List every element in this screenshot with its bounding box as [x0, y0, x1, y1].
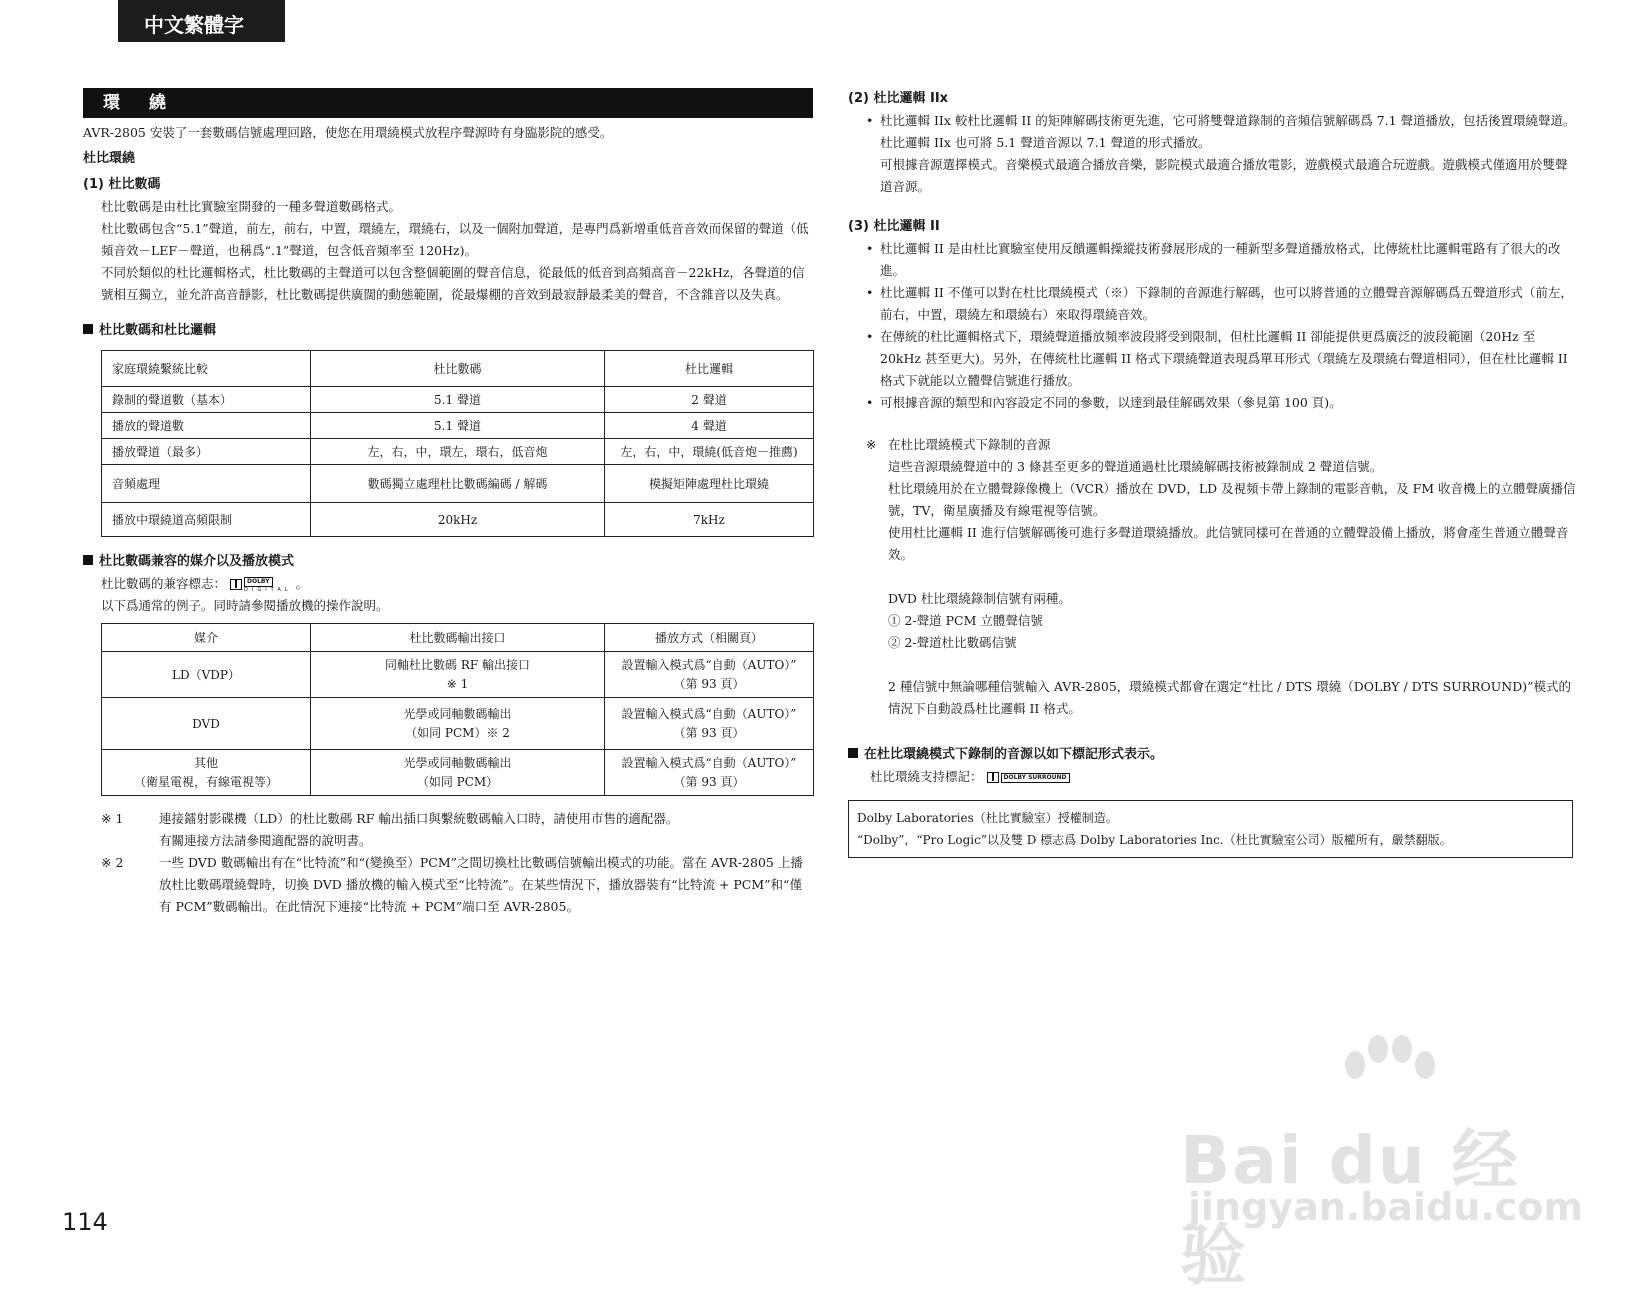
footnote-text: 連接鐳射影碟機（LD）的杜比數碼 RF 輸出插口與繫統數碼輸入口時，請使用市售的適配器。 有關連接方法請參閱適配器的說明書。: [159, 811, 679, 848]
left-column: [83, 88, 813, 918]
license-line: “Dolby”，“Pro Logic”以及雙 D 標志爲 Dolby Laboratories Inc.（杜比實驗室公司）版權所有，嚴禁翻版。: [857, 833, 1452, 847]
table-cell: 同軸杜比數碼 RF 輸出接口 ※ 1: [311, 652, 605, 698]
table-row: [102, 413, 814, 439]
double-d-icon: [230, 579, 242, 590]
media-heading: 杜比數碼兼容的媒介以及播放模式: [83, 551, 813, 573]
dolby-digital-logo: [230, 575, 292, 594]
footnote-mark: ※ 1: [101, 811, 124, 826]
dd-para: 杜比數碼包含“5.1”聲道，前左，前右，中置，環繞左，環繞右，以及一個附加聲道，是專門爲新增重低音音效而保留的聲道（低頻音效－LEF－聲道，也稱爲“.1”聲道，包含低音頻率至 120Hz)。: [101, 221, 809, 258]
table-cell: 4 聲道: [605, 413, 814, 439]
table-cell: 播放方式（相關頁）: [605, 624, 814, 652]
logo-line: [83, 573, 813, 595]
media-table: [101, 623, 814, 796]
table-cell: 模擬矩陣處理杜比環繞: [605, 465, 814, 503]
dolby-surround-title: 杜比環繞: [83, 151, 136, 166]
table-cell: 錄制的聲道數（基本）: [102, 387, 311, 413]
dd-para: 杜比數碼是由杜比實驗室開發的一種多聲道數碼格式。: [101, 199, 402, 214]
note-body: [848, 456, 1578, 720]
table-cell: 光學或同軸數碼輸出 （如同 PCM）※ 2: [311, 698, 605, 750]
double-d-icon: [987, 772, 999, 783]
intro-text: AVR-2805 安裝了一套數碼信號處理回路，使您在用環繞模式放程序聲源時有身臨影院的感受。: [83, 125, 613, 140]
table-cell: 左，右，中，環繞(低音炮－推薦): [605, 439, 814, 465]
page-number: 114: [62, 1208, 108, 1236]
table-row: [102, 698, 814, 750]
mark-label: 杜比環繞支持標記：: [870, 769, 983, 784]
table-cell: 播放的聲道數: [102, 413, 311, 439]
table-cell: 5.1 聲道: [311, 387, 605, 413]
plii-heading: (3) 杜比邏輯 II: [848, 219, 940, 234]
right-column: [848, 88, 1578, 858]
table-cell: 播放聲道（最多）: [102, 439, 311, 465]
footnote-mark: ※ 2: [101, 855, 124, 870]
table-row: [102, 439, 814, 465]
footnote: [83, 808, 813, 852]
table-cell: 光學或同軸數碼輸出 （如同 PCM）: [311, 750, 605, 796]
footnote-text: 一些 DVD 數碼輸出有在“比特流”和“(變換至）PCM”之間切換杜比數碼信號輸出模式的功能。當在 AVR-2805 上播放杜比數碼環繞聲時，切換 DVD 播放機的輸入模式至“比特流”。在某些情況下，播放器裝有“比特流 + PCM”和“僅有 PCM”數碼輸出。在此情況下連接“比特流 + PCM”端口至 AVR-2805。: [159, 855, 803, 914]
license-line: Dolby Laboratories（杜比實驗室）授權制造。: [857, 811, 1118, 825]
dvd-signal-item: ② 2-聲道杜比數碼信號: [888, 635, 1017, 650]
note-title-line: [848, 434, 1578, 456]
table-cell: DVD: [102, 698, 311, 750]
list-item: • 杜比邏輯 II 是由杜比實驗室使用反饋邏輯操縱技術發展形成的一種新型多聲道播放格式，比傳統杜比邏輯電路有了很大的改進。: [848, 238, 1578, 282]
list-item: • 杜比邏輯 II 不僅可以對在杜比環繞模式（※）下錄制的音源進行解碼，也可以將普通的立體聲音源解碼爲五聲道形式（前左，前右，中置，環繞左和環繞右）來取得環繞音效。: [848, 282, 1578, 326]
mark-line: [848, 766, 1578, 788]
table-cell: 設置輸入模式爲“自動（AUTO）” （第 93 頁）: [605, 652, 814, 698]
note-para: 這些音源環繞聲道中的 3 條甚至更多的聲道通過杜比環繞解碼技術被錄制成 2 聲道信號。: [888, 459, 1383, 474]
examples-line: 以下爲通常的例子。同時請參閱播放機的操作說明。: [101, 598, 389, 613]
table-row: [102, 465, 814, 503]
table-row: [102, 652, 814, 698]
plii-list: [848, 238, 1578, 414]
footnotes: [83, 808, 813, 918]
list-item: • 在傳統的杜比邏輯格式下，環繞聲道播放頻率波段將受到限制，但杜比邏輯 II 卻能提供更爲廣泛的波段範圍（20Hz 至 20kHz 甚至更大)。另外，在傳統杜比邏輯 II 格式下環繞聲道表現爲單耳形式（環繞左及環繞右聲道相同），但在杜比邏輯 II 格式下就能以立體聲信號進行播放。: [848, 326, 1578, 392]
table-cell: 左，右，中，環左，環右，低音炮: [311, 439, 605, 465]
table-cell: 5.1 聲道: [311, 413, 605, 439]
footnote: [83, 852, 813, 918]
table-cell: 20kHz: [311, 503, 605, 537]
list-item: • 杜比邏輯 IIx 較杜比邏輯 II 的矩陣解碼技術更先進，它可將雙聲道錄制的音頻信號解碼爲 7.1 聲道播放，包括後置環繞聲道。杜比邏輯 IIx 也可將 5.1 聲道音源以 7.1 聲道的形式播放。 可根據音源選擇模式。音樂模式最適合播放音樂，影院模式最適合播放電影，遊戲模式最適合玩遊戲。遊戲模式僅適用於雙聲道音源。: [848, 110, 1578, 198]
table-row: [102, 387, 814, 413]
table-cell: 家庭環繞繫統比較: [102, 351, 311, 387]
table-row: [102, 750, 814, 796]
dolby-surround-logo: [987, 772, 1070, 783]
dolby-logo-text: DOLBY: [244, 577, 273, 587]
note-title: 在杜比環繞模式下錄制的音源: [888, 437, 1051, 452]
compare-table: [101, 350, 814, 537]
watermark-url: jingyan.baidu.com: [1188, 1185, 1583, 1229]
plix-list: [848, 110, 1578, 198]
table-cell: LD（VDP）: [102, 652, 311, 698]
table-cell: 播放中環繞道高頻限制: [102, 503, 311, 537]
language-tab: 中文繁體字: [118, 0, 285, 42]
note-para: 使用杜比邏輯 II 進行信號解碼後可進行多聲道環繞播放。此信號同樣可在普通的立體聲設備上播放，將會產生普通立體聲音效。: [888, 525, 1569, 562]
table-cell: 2 聲道: [605, 387, 814, 413]
table-cell: 杜比邏輯: [605, 351, 814, 387]
dd-para: 不同於類似的杜比邏輯格式，杜比數碼的主聲道可以包含整個範圍的聲音信息，從最低的低音到高頻高音－22kHz，各聲道的信號相互獨立，並允許高音靜影，杜比數碼提供廣闊的動態範圍，從最爆棚的音效到最寂靜最柔美的聲音，不含雜音以及失真。: [101, 265, 805, 302]
table-cell: 設置輸入模式爲“自動（AUTO）” （第 93 頁）: [605, 698, 814, 750]
dolby-digital-heading: (1) 杜比數碼: [83, 177, 161, 192]
table-header-row: [102, 351, 814, 387]
dvd-signals-title: DVD 杜比環繞錄制信號有兩種。: [888, 591, 1071, 606]
dolby-digital-body: [83, 196, 813, 306]
dolby-logo-subtext: DIGITAL: [244, 587, 292, 593]
baidu-watermark: [1180, 1035, 1583, 1294]
table-cell: 杜比數碼輸出接口: [311, 624, 605, 652]
dvd-signal-item: ① 2-聲道 PCM 立體聲信號: [888, 613, 1043, 628]
table-cell: 設置輸入模式爲“自動（AUTO）” （第 93 頁）: [605, 750, 814, 796]
mark-heading: 在杜比環繞模式下錄制的音源以如下標記形式表示。: [848, 744, 1578, 766]
paw-icon: [1330, 1035, 1440, 1115]
table-cell: 7kHz: [605, 503, 814, 537]
watermark-brand: Bai du 经验: [1180, 1122, 1520, 1294]
compare-heading: 杜比數碼和杜比邏輯: [83, 320, 813, 342]
table-row: [102, 503, 814, 537]
note-para: 杜比環繞用於在立體聲錄像機上（VCR）播放在 DVD，LD 及視頻卡帶上錄制的電影音軌，及 FM 收音機上的立體聲廣播信號，TV，衛星廣播及有線電視等信號。: [888, 481, 1576, 518]
plix-heading: (2) 杜比邏輯 IIx: [848, 91, 949, 106]
list-item: • 可根據音源的類型和內容設定不同的參數，以達到最佳解碼效果（參見第 100 頁)。: [848, 392, 1578, 414]
table-cell: 其他 （衛星電視，有線電視等）: [102, 750, 311, 796]
dvd-signals-note: 2 種信號中無論哪種信號輸入 AVR-2805，環繞模式都會在選定“杜比 / DTS 環繞（DOLBY / DTS SURROUND)”模式的情況下自動設爲杜比邏輯 II 格式。: [888, 679, 1571, 716]
note-mark: ※: [866, 437, 877, 452]
table-cell: 杜比數碼: [311, 351, 605, 387]
surround-note: [848, 434, 1578, 720]
logo-tail: 。: [295, 576, 309, 591]
dolby-surround-logo-text: DOLBY SURROUND: [1001, 773, 1070, 783]
table-cell: 數碼獨立處理杜比數碼編碼 / 解碼: [311, 465, 605, 503]
table-cell: 媒介: [102, 624, 311, 652]
table-cell: 音頻處理: [102, 465, 311, 503]
section-title: 環 繞: [83, 88, 813, 118]
table-header-row: [102, 624, 814, 652]
license-box: [848, 800, 1573, 858]
logo-label: 杜比數碼的兼容標志：: [101, 576, 227, 591]
